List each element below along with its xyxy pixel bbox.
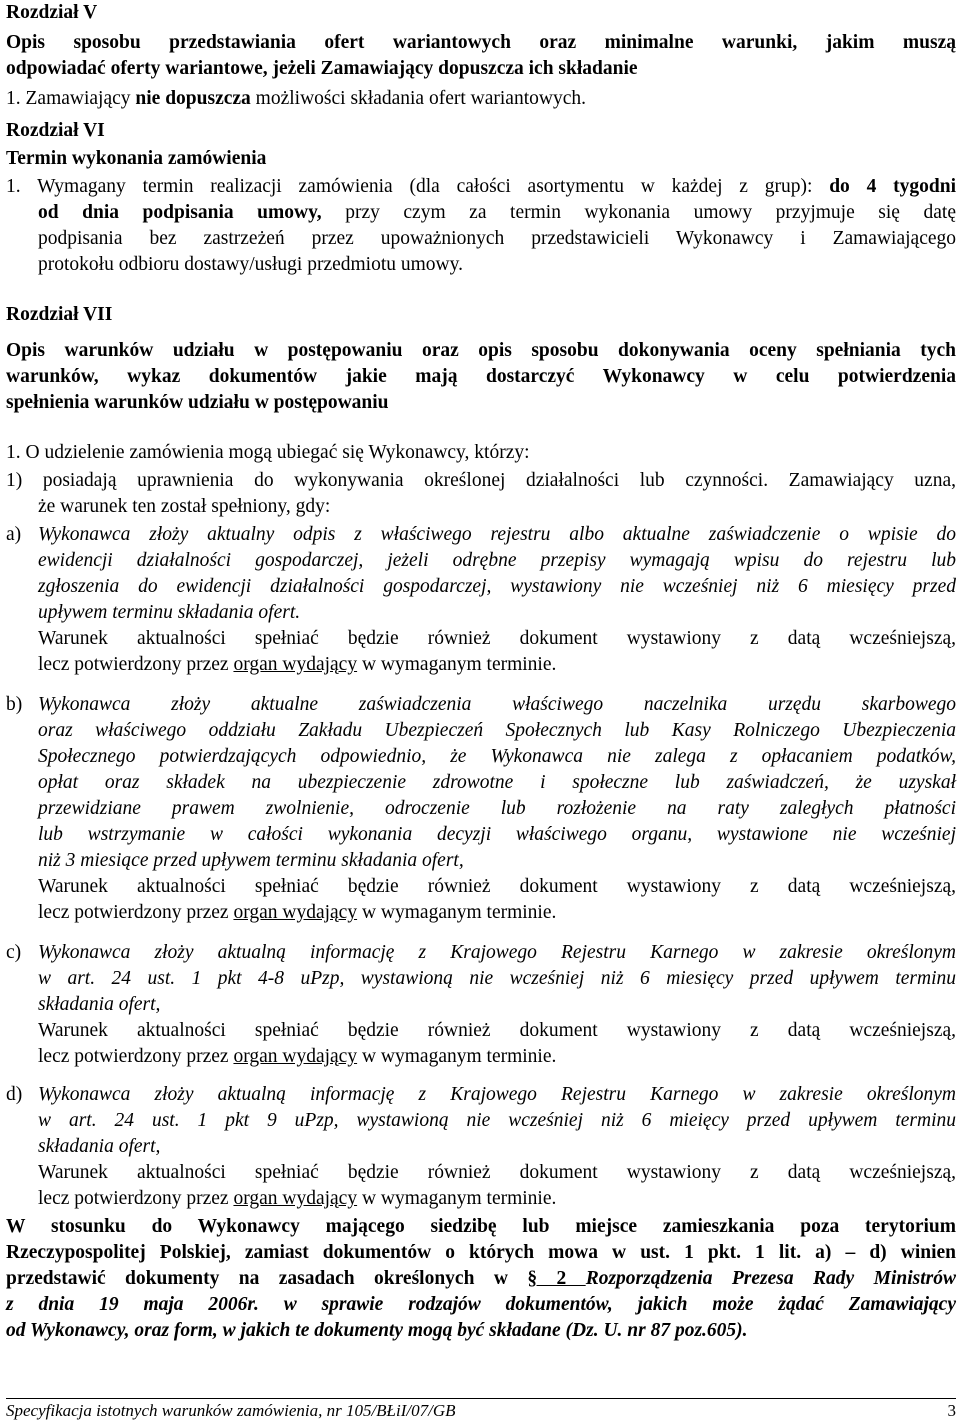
paragraph-sign: § 2 <box>527 1268 586 1289</box>
text: w wymaganym terminie. <box>357 1188 557 1209</box>
section-7-point-1-line-2: że warunek ten został spełniony, gdy: <box>38 496 331 517</box>
text: w wymaganym terminie. <box>357 1046 557 1067</box>
text: lecz potwierdzony przez <box>38 654 234 675</box>
text: w sprawie rodzajów dokumentów, jakich może żądać Zamawiający <box>258 1294 956 1315</box>
underlined-term: organ wydający <box>233 902 358 923</box>
item-c-line-3: składania ofert, <box>38 994 161 1015</box>
section-5-title-line-2: odpowiadać oferty wariantowe, jeżeli Zamawiający dopuszcza ich składanie <box>6 58 638 79</box>
item-d-condition-line-2 <box>38 1186 956 1212</box>
section-7-title-line-2: warunków, wykaz dokumentów jakie mają dostarczyć Wykonawcy w celu potwierdzenia <box>6 366 956 387</box>
item-d-line-2: w art. 24 ust. 1 pkt 9 uPzp, wystawioną nie wcześniej niż 6 mieięcy przed upływem terminu <box>38 1110 956 1131</box>
item-b-line-3: Społecznego potwierdzających odpowiednio, że Wykonawca nie zalega z opłacaniem podatków, <box>38 746 956 767</box>
section-5-heading: Rozdział V <box>6 2 98 23</box>
text: lecz potwierdzony przez <box>38 1046 234 1067</box>
footer-divider <box>6 1398 956 1399</box>
item-c-line-1: Wykonawca złoży aktualną informację z Krajowego Rejestru Karnego w zakresie określonym <box>38 942 956 963</box>
text: w wymaganym terminie. <box>357 902 557 923</box>
item-d-condition-line-1: Warunek aktualności spełniać będzie również dokument wystawiony z datą wcześniejszą, <box>38 1162 956 1183</box>
text: w wymaganym terminie. <box>357 654 557 675</box>
item-a-condition-line-1: Warunek aktualności spełniać będzie również dokument wystawiony z datą wcześniejszą, <box>38 628 956 649</box>
text: lecz potwierdzony przez <box>38 1188 234 1209</box>
item-b-condition-line-1: Warunek aktualności spełniać będzie również dokument wystawiony z datą wcześniejszą, <box>38 876 956 897</box>
section-5-paragraph-1 <box>6 86 956 112</box>
item-d-line-3: składania ofert, <box>38 1136 161 1157</box>
footer-text: Specyfikacja istotnych warunków zamówienia, nr 105/BŁiI/07/GB <box>6 1401 456 1420</box>
section-6-title: Termin wykonania zamówienia <box>6 148 267 169</box>
section-6-paragraph-line-2 <box>38 200 956 226</box>
section-5-title-line-1: Opis sposobu przedstawiania ofert wariantowych oraz minimalne warunki, jakim muszą <box>6 32 956 53</box>
section-7-title-line-3: spełnienia warunków udziału w postępowaniu <box>6 392 389 413</box>
item-b-line-7: niż 3 miesiące przed upływem terminu składania ofert, <box>38 850 464 871</box>
section-7-point-1-line-1: 1) posiadają uprawnienia do wykonywania określonej działalności lub czynności. Zamawiający uzna, <box>6 470 956 491</box>
item-c-condition-line-1: Warunek aktualności spełniać będzie również dokument wystawiony z datą wcześniejszą, <box>38 1020 956 1041</box>
item-b-condition-line-2 <box>38 900 956 926</box>
emphasis: od dnia podpisania umowy, <box>38 202 322 223</box>
underlined-term: organ wydający <box>233 1046 358 1067</box>
underlined-term: organ wydający <box>233 654 358 675</box>
item-c-line-2: w art. 24 ust. 1 pkt 4-8 uPzp, wystawioną nie wcześniej niż 6 miesięcy przed upływem terminu <box>38 968 956 989</box>
text: przedstawić dokumenty na zasadach określonych w <box>6 1268 528 1289</box>
emphasis: nie dopuszcza <box>135 88 251 109</box>
section-7-title-line-1: Opis warunków udziału w postępowaniu oraz opis sposobu dokonywania oceny spełniania tych <box>6 340 956 361</box>
text: lecz potwierdzony przez <box>38 902 234 923</box>
foreign-contractor-line-4 <box>6 1292 956 1318</box>
emphasis: do 4 tygodni <box>829 176 956 197</box>
section-7-paragraph-1: 1. O udzielenie zamówienia mogą ubiegać się Wykonawcy, którzy: <box>6 442 530 463</box>
regulation-title: Rozporządzenia Prezesa Rady Ministrów <box>585 1268 956 1289</box>
section-7-heading: Rozdział VII <box>6 304 113 325</box>
date-text: z dnia 19 maja 2006r. <box>6 1294 259 1315</box>
item-c-condition-line-2 <box>38 1044 956 1070</box>
item-d-line-1: Wykonawca złoży aktualną informację z Krajowego Rejestru Karnego w zakresie określonym <box>38 1084 956 1105</box>
item-a-line-4: upływem terminu składania ofert. <box>38 602 301 623</box>
section-6-paragraph-line-4: protokołu odbioru dostawy/usługi przedmiotu umowy. <box>38 254 463 275</box>
item-a-line-2: ewidencji działalności gospodarczej, jeżeli odrębne przepisy wymagają wpisu do rejestru lub <box>38 550 956 571</box>
foreign-contractor-line-1: W stosunku do Wykonawcy mającego siedzibę lub miejsce zamieszkania poza terytorium <box>6 1216 956 1237</box>
text: 1. Wymagany termin realizacji zamówienia (dla całości asortymentu w każdej z grup): <box>6 176 830 197</box>
foreign-contractor-line-3 <box>6 1266 956 1292</box>
item-b-line-4: opłat oraz składek na ubezpieczenie zdrowotne i społeczne lub zaświadczeń, że uzyskał <box>38 772 956 793</box>
list-marker-d: d) <box>6 1084 23 1105</box>
section-6-heading: Rozdział VI <box>6 120 105 141</box>
page-number: 3 <box>947 1401 956 1420</box>
item-a-line-1: Wykonawca złoży aktualny odpis z właściwego rejestru albo aktualne zaświadczenie o wpisie do <box>38 524 956 545</box>
list-marker-c: c) <box>6 942 22 963</box>
list-marker-b: b) <box>6 694 23 715</box>
text: możliwości składania ofert wariantowych. <box>250 88 586 109</box>
page-footer <box>6 1400 956 1422</box>
item-a-condition-line-2 <box>38 652 956 678</box>
item-a-line-3: zgłoszenia do ewidencji działalności gospodarczej, wystawiony nie wcześniej niż 6 miesięcy przed <box>38 576 956 597</box>
section-6-paragraph-line-3: podpisania bez zastrzeżeń przez upoważnionych przedstawicieli Wykonawcy i Zamawiającego <box>38 228 956 249</box>
item-b-line-1: Wykonawca złoży aktualne zaświadczenia właściwego naczelnika urzędu skarbowego <box>38 694 956 715</box>
foreign-contractor-line-2: Rzeczypospolitej Polskiej, zamiast dokumentów o których mowa w ust. 1 pkt. 1 lit. a) – d) winien <box>6 1242 956 1263</box>
text: 1. Zamawiający <box>6 88 136 109</box>
underlined-term: organ wydający <box>233 1188 358 1209</box>
item-b-line-2: oraz właściwego oddziału Zakładu Ubezpieczeń Społecznych lub Kasy Rolniczego Ubezpieczenia <box>38 720 956 741</box>
item-b-line-5: przewidziane prawem zwolnienie, odroczenie lub rozłożenie na raty zaległych płatności <box>38 798 956 819</box>
text: przy czym za termin wykonania umowy przyjmuje się datę <box>321 202 956 223</box>
foreign-contractor-line-5: od Wykonawcy, oraz form, w jakich te dokumenty mogą być składane (Dz. U. nr 87 poz.605). <box>6 1320 748 1341</box>
list-marker-a: a) <box>6 524 22 545</box>
section-6-paragraph-line-1 <box>6 174 956 200</box>
item-b-line-6: lub wstrzymanie w całości wykonania decyzji właściwego organu, wystawione nie wcześniej <box>38 824 956 845</box>
